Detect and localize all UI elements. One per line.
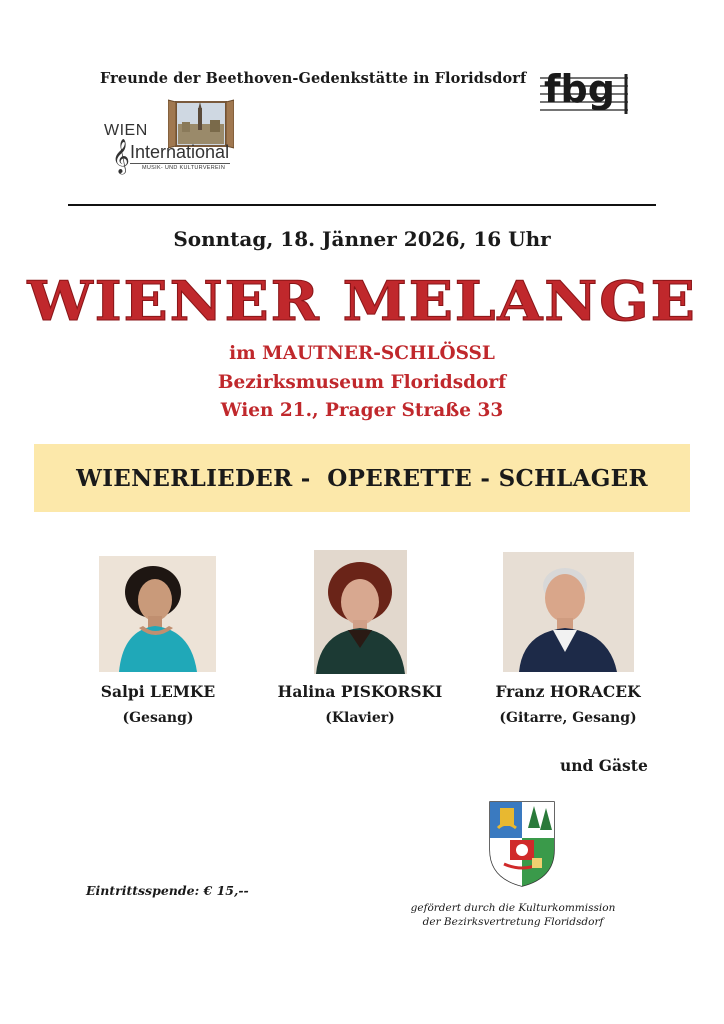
sponsor-line-2: der Bezirksvertretung Floridsdorf — [422, 916, 604, 928]
event-title-text: WIENER MELANGE — [27, 270, 697, 334]
performer-name: Franz HORACEK — [495, 682, 641, 701]
logo-divider — [130, 163, 230, 164]
venue-line-2: Bezirksmuseum Floridsdorf — [217, 372, 507, 393]
venue-line-1: im MAUTNER-SCHLÖSSL — [229, 343, 495, 364]
admission-donation: Eintrittsspende: € 15,-- — [86, 883, 249, 898]
wien-logo-line1: WIEN — [104, 122, 148, 139]
venue-line-3: Wien 21., Prager Straße 33 — [220, 400, 504, 421]
performer-photo-salpi-lemke — [99, 556, 216, 672]
guests-note: und Gäste — [560, 756, 648, 775]
event-date: Sonntag, 18. Jänner 2026, 16 Uhr — [173, 227, 551, 251]
treble-clef-icon: 𝄞 — [112, 139, 130, 174]
performer-photo-halina-piskorski — [314, 550, 407, 674]
genre-banner — [34, 444, 690, 512]
fbg-logo — [538, 58, 630, 124]
performer-role: (Klavier) — [325, 710, 395, 726]
wien-logo-line3: MUSIK- UND KULTURVEREIN — [142, 165, 226, 171]
wien-logo-line2: International — [130, 142, 230, 162]
performer-role: (Gesang) — [122, 710, 194, 726]
genre-text: WIENERLIEDER - OPERETTE - SCHLAGER — [76, 465, 648, 492]
wien-international-logo — [104, 98, 234, 178]
sponsor-line-1: gefördert durch die Kulturkommission — [410, 902, 616, 914]
event-title — [0, 268, 724, 334]
performer-photo-franz-horacek — [503, 552, 634, 672]
performer-role: (Gitarre, Gesang) — [499, 710, 637, 726]
header-divider — [68, 204, 656, 206]
fbg-logo-text: fbg — [544, 67, 615, 111]
floridsdorf-coat-of-arms-icon — [486, 798, 558, 888]
performer-name: Halina PISKORSKI — [277, 682, 443, 701]
performer-name: Salpi LEMKE — [100, 682, 216, 701]
organization-title: Freunde der Beethoven-Gedenkstätte in Floridsdorf — [100, 70, 527, 87]
